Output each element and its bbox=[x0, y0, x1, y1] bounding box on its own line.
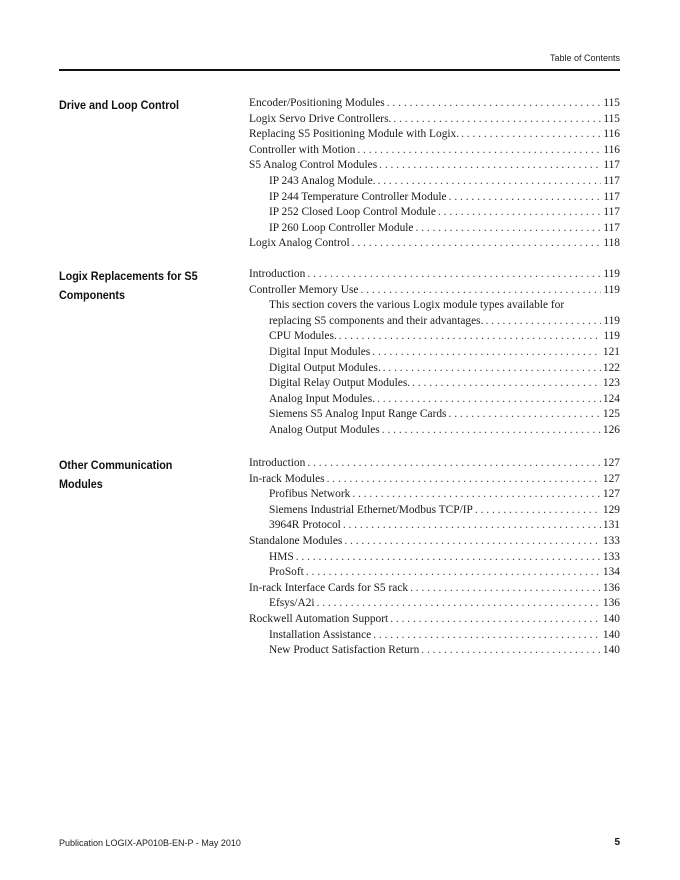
toc-entry[interactable] bbox=[249, 596, 620, 612]
toc-page-number: 117 bbox=[603, 221, 620, 234]
toc-entry[interactable] bbox=[249, 423, 620, 439]
toc-entry[interactable] bbox=[249, 392, 620, 408]
toc-page-number: 134 bbox=[602, 566, 620, 579]
dot-leader bbox=[352, 236, 602, 252]
toc-page-number: 116 bbox=[603, 128, 620, 141]
toc-page-number: 115 bbox=[603, 112, 620, 125]
dot-leader bbox=[378, 174, 602, 190]
toc-page-number: 119 bbox=[603, 283, 620, 296]
toc-page-number: 133 bbox=[602, 534, 620, 547]
toc-page-number: 117 bbox=[603, 159, 620, 172]
toc-entry-title: IP 244 Temperature Controller Module bbox=[269, 190, 447, 203]
toc-entry-title: Rockwell Automation Support bbox=[249, 612, 389, 625]
dot-leader bbox=[390, 612, 601, 628]
toc-entry[interactable] bbox=[249, 503, 620, 519]
toc-entry-title: Introduction bbox=[249, 457, 306, 469]
toc-page-number: 129 bbox=[602, 503, 620, 516]
toc-entry-title: ProSoft bbox=[269, 566, 304, 579]
dot-leader bbox=[415, 221, 601, 237]
dot-leader bbox=[317, 596, 601, 612]
toc-entry[interactable] bbox=[249, 205, 620, 221]
dot-leader bbox=[475, 503, 601, 519]
toc-entry-title: S5 Analog Control Modules bbox=[249, 159, 378, 172]
dot-leader bbox=[307, 456, 601, 472]
toc-entry[interactable] bbox=[249, 612, 620, 628]
dot-leader bbox=[343, 518, 601, 534]
toc-entry[interactable] bbox=[249, 550, 620, 566]
toc-page-number: 119 bbox=[603, 314, 620, 327]
toc-page-number: 136 bbox=[602, 581, 620, 594]
dot-leader bbox=[379, 158, 601, 174]
dot-leader bbox=[377, 392, 601, 408]
dot-leader bbox=[421, 643, 601, 659]
toc-entry-title: Efsys/A2i bbox=[269, 597, 315, 610]
dot-leader bbox=[373, 628, 601, 644]
toc-entry-title: Siemens S5 Analog Input Range Cards bbox=[269, 408, 447, 421]
dot-leader bbox=[382, 423, 601, 439]
toc-page-number: 119 bbox=[603, 330, 620, 343]
toc-page-number: 126 bbox=[602, 423, 620, 436]
toc-entry[interactable] bbox=[249, 314, 620, 330]
publication-info: Publication LOGIX-AP010B-EN-P - May 2010 bbox=[59, 838, 241, 848]
toc-entry-list bbox=[249, 267, 620, 439]
toc-entry[interactable] bbox=[249, 143, 620, 159]
toc-page-number: 116 bbox=[603, 143, 620, 156]
dot-leader bbox=[393, 112, 601, 128]
dot-leader bbox=[449, 190, 602, 206]
toc-entry[interactable] bbox=[249, 221, 620, 237]
toc-entry-title: Installation Assistance bbox=[269, 628, 372, 641]
dot-leader bbox=[327, 472, 601, 488]
dot-leader bbox=[412, 376, 601, 392]
toc-entry[interactable] bbox=[249, 534, 620, 550]
dot-leader bbox=[296, 550, 601, 566]
toc-entry-title: Profibus Network bbox=[269, 488, 351, 501]
toc-entry-title: Replacing S5 Positioning Module with Logix. bbox=[249, 128, 460, 141]
toc-entry-title: Digital Input Modules bbox=[269, 345, 371, 358]
toc-entry[interactable] bbox=[249, 158, 620, 174]
toc-entry-title: Logix Analog Control bbox=[249, 237, 350, 250]
toc-entry[interactable] bbox=[249, 127, 620, 143]
toc-page-number: 140 bbox=[602, 644, 620, 657]
toc-entry-title: Analog Output Modules bbox=[269, 423, 380, 436]
toc-entry[interactable] bbox=[249, 643, 620, 659]
dot-leader bbox=[372, 345, 601, 361]
dot-leader bbox=[344, 534, 601, 550]
toc-page-number: 131 bbox=[602, 519, 620, 532]
toc-page-number: 123 bbox=[602, 377, 620, 390]
toc-entry[interactable] bbox=[249, 112, 620, 128]
toc-entry[interactable] bbox=[249, 190, 620, 206]
toc-entry-title: Controller with Motion bbox=[249, 143, 356, 156]
toc-entry-title: Digital Relay Output Modules. bbox=[269, 377, 411, 390]
toc-page-number: 127 bbox=[602, 457, 620, 469]
toc-entry-title: Introduction bbox=[249, 268, 306, 280]
toc-entry[interactable] bbox=[249, 267, 620, 283]
toc-entry-title: 3964R Protocol bbox=[269, 519, 341, 532]
toc-page-number: 117 bbox=[603, 174, 620, 187]
running-header: Table of Contents bbox=[549, 53, 620, 63]
toc-entry[interactable] bbox=[249, 565, 620, 581]
dot-leader bbox=[383, 361, 601, 377]
toc-page-number: 115 bbox=[603, 97, 620, 109]
header-divider bbox=[59, 69, 620, 71]
toc-page-number: 125 bbox=[602, 408, 620, 421]
dot-leader bbox=[339, 329, 602, 345]
toc-entry[interactable] bbox=[249, 456, 620, 472]
toc-page-number: 117 bbox=[603, 190, 620, 203]
toc-note: This section covers the various Logix module types available for bbox=[269, 299, 565, 312]
toc-entry[interactable] bbox=[249, 96, 620, 112]
toc-entry-list bbox=[249, 456, 620, 659]
toc-page-number: 124 bbox=[602, 392, 620, 405]
toc-page-number: 121 bbox=[602, 345, 620, 358]
toc-page-number: 117 bbox=[603, 206, 620, 219]
toc-entry-title: In-rack Interface Cards for S5 rack bbox=[249, 581, 409, 594]
toc-entry[interactable] bbox=[249, 361, 620, 377]
toc-page-number: 118 bbox=[603, 237, 620, 250]
dot-leader bbox=[360, 283, 601, 299]
toc-entry-title: In-rack Modules bbox=[249, 472, 325, 485]
section-title: Drive and Loop Control bbox=[59, 98, 180, 112]
dot-leader bbox=[438, 205, 601, 221]
toc-page-number: 136 bbox=[602, 597, 620, 610]
toc-entry-title: Controller Memory Use bbox=[249, 283, 359, 296]
toc-entry-title: CPU Modules. bbox=[269, 330, 337, 343]
dot-leader bbox=[357, 143, 601, 159]
toc-entry-title: Standalone Modules bbox=[249, 534, 343, 547]
toc-entry[interactable] bbox=[249, 283, 620, 299]
toc-entry-title: IP 252 Closed Loop Control Module bbox=[269, 206, 436, 219]
toc-entry[interactable] bbox=[249, 487, 620, 503]
toc-entry[interactable] bbox=[249, 236, 620, 252]
dot-leader bbox=[352, 487, 601, 503]
toc-page-number: 127 bbox=[602, 472, 620, 485]
toc-entry[interactable] bbox=[249, 628, 620, 644]
toc-entry-title: Digital Output Modules. bbox=[269, 361, 381, 374]
section-title: Logix Replacements for S5 Components bbox=[59, 269, 198, 302]
toc-entry[interactable] bbox=[249, 518, 620, 534]
dot-leader bbox=[306, 565, 601, 581]
dot-leader bbox=[307, 267, 601, 283]
toc-entry-title: Analog Input Modules. bbox=[269, 392, 375, 405]
dot-leader bbox=[461, 127, 601, 143]
dot-leader bbox=[387, 96, 602, 112]
toc-entry-title: Logix Servo Drive Controllers. bbox=[249, 112, 392, 125]
toc-page-number: 122 bbox=[602, 361, 620, 374]
dot-leader bbox=[485, 314, 601, 330]
page-number: 5 bbox=[614, 837, 620, 848]
toc-entry[interactable] bbox=[249, 407, 620, 423]
dot-leader bbox=[410, 581, 601, 597]
section-title: Other Communication Modules bbox=[59, 458, 173, 491]
toc-entry-title: Encoder/Positioning Modules bbox=[249, 97, 385, 109]
toc-entry[interactable] bbox=[249, 345, 620, 361]
toc-entry-title: IP 260 Loop Controller Module bbox=[269, 221, 414, 234]
toc-page-number: 140 bbox=[602, 628, 620, 641]
toc-entry[interactable] bbox=[249, 329, 620, 345]
toc-entry[interactable] bbox=[249, 174, 620, 190]
toc-page-number: 133 bbox=[602, 550, 620, 563]
toc-entry[interactable] bbox=[249, 376, 620, 392]
toc-entry-title: HMS bbox=[269, 550, 294, 563]
toc-page-number: 127 bbox=[602, 488, 620, 501]
toc-entry-title: Siemens Industrial Ethernet/Modbus TCP/IP bbox=[269, 503, 473, 516]
toc-entry-title: IP 243 Analog Module. bbox=[269, 174, 376, 187]
toc-entry-title: New Product Satisfaction Return bbox=[269, 644, 420, 657]
toc-entry-list bbox=[249, 96, 620, 252]
toc-entry[interactable] bbox=[249, 472, 620, 488]
dot-leader bbox=[449, 407, 601, 423]
toc-page-number: 140 bbox=[602, 612, 620, 625]
toc-page-number: 119 bbox=[603, 268, 620, 280]
toc-entry[interactable] bbox=[249, 581, 620, 597]
toc-entry-title: replacing S5 components and their advantages. bbox=[269, 314, 484, 327]
